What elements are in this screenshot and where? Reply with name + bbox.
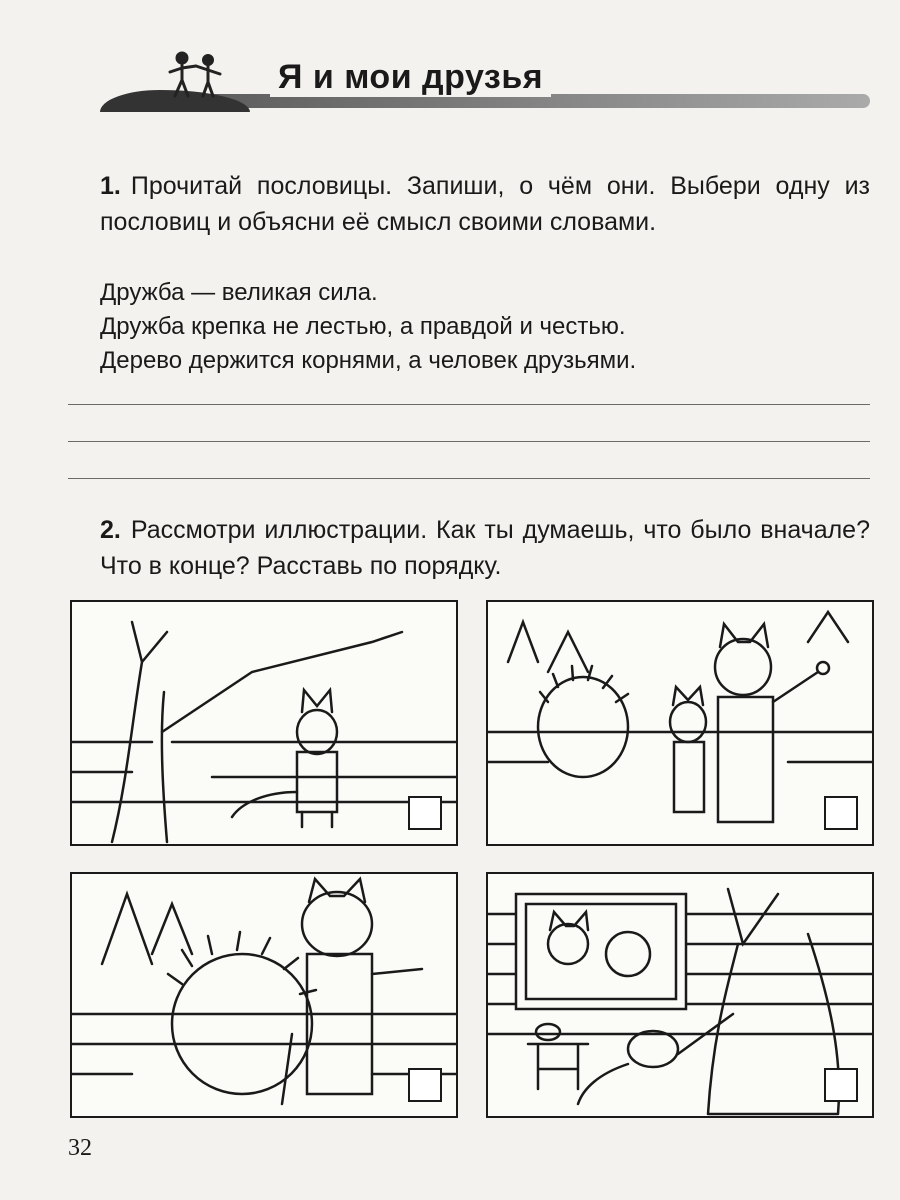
illustration-2 (486, 600, 874, 846)
order-number-box-2[interactable] (824, 796, 858, 830)
answer-line-3[interactable] (68, 478, 870, 479)
order-number-box-1[interactable] (408, 796, 442, 830)
fox-cub-by-tree-illustration-icon (72, 602, 456, 844)
answer-line-2[interactable] (68, 441, 870, 442)
order-number-box-3[interactable] (408, 1068, 442, 1102)
cat-hedgehog-fox-forest-illustration-icon (488, 602, 872, 844)
proverb-2: Дружба крепка не лестью, а правдой и честью. (100, 313, 626, 340)
illustration-3 (70, 872, 458, 1118)
proverb-3: Дерево держится корнями, а человек друзьями. (100, 347, 637, 374)
answer-line-1[interactable] (68, 404, 870, 405)
order-number-box-4[interactable] (824, 1068, 858, 1102)
fox-mother-house-illustration-icon (488, 874, 872, 1116)
children-figures-icon (160, 50, 230, 100)
task-1-number: 1. (100, 172, 121, 200)
illustration-1 (70, 600, 458, 846)
task-1-instruction (100, 168, 870, 240)
illustration-4 (486, 872, 874, 1118)
hedgehog-cat-walking-illustration-icon (72, 874, 456, 1116)
proverbs-list (100, 276, 870, 378)
task-2-instruction (100, 512, 870, 584)
task-1-text: Прочитай пословицы. Запиши, о чём они. Выбери одну из пословиц и объясни её смысл своими словами. (100, 172, 870, 236)
section-header (100, 50, 870, 120)
page-number: 32 (68, 1135, 92, 1161)
task-2-number: 2. (100, 516, 121, 544)
page-title: Я и мои друзья (270, 58, 551, 97)
task-2-text: Рассмотри иллюстрации. Как ты думаешь, что было вначале? Что в конце? Расставь по порядку. (100, 516, 870, 580)
proverb-1: Дружба — великая сила. (100, 279, 378, 306)
